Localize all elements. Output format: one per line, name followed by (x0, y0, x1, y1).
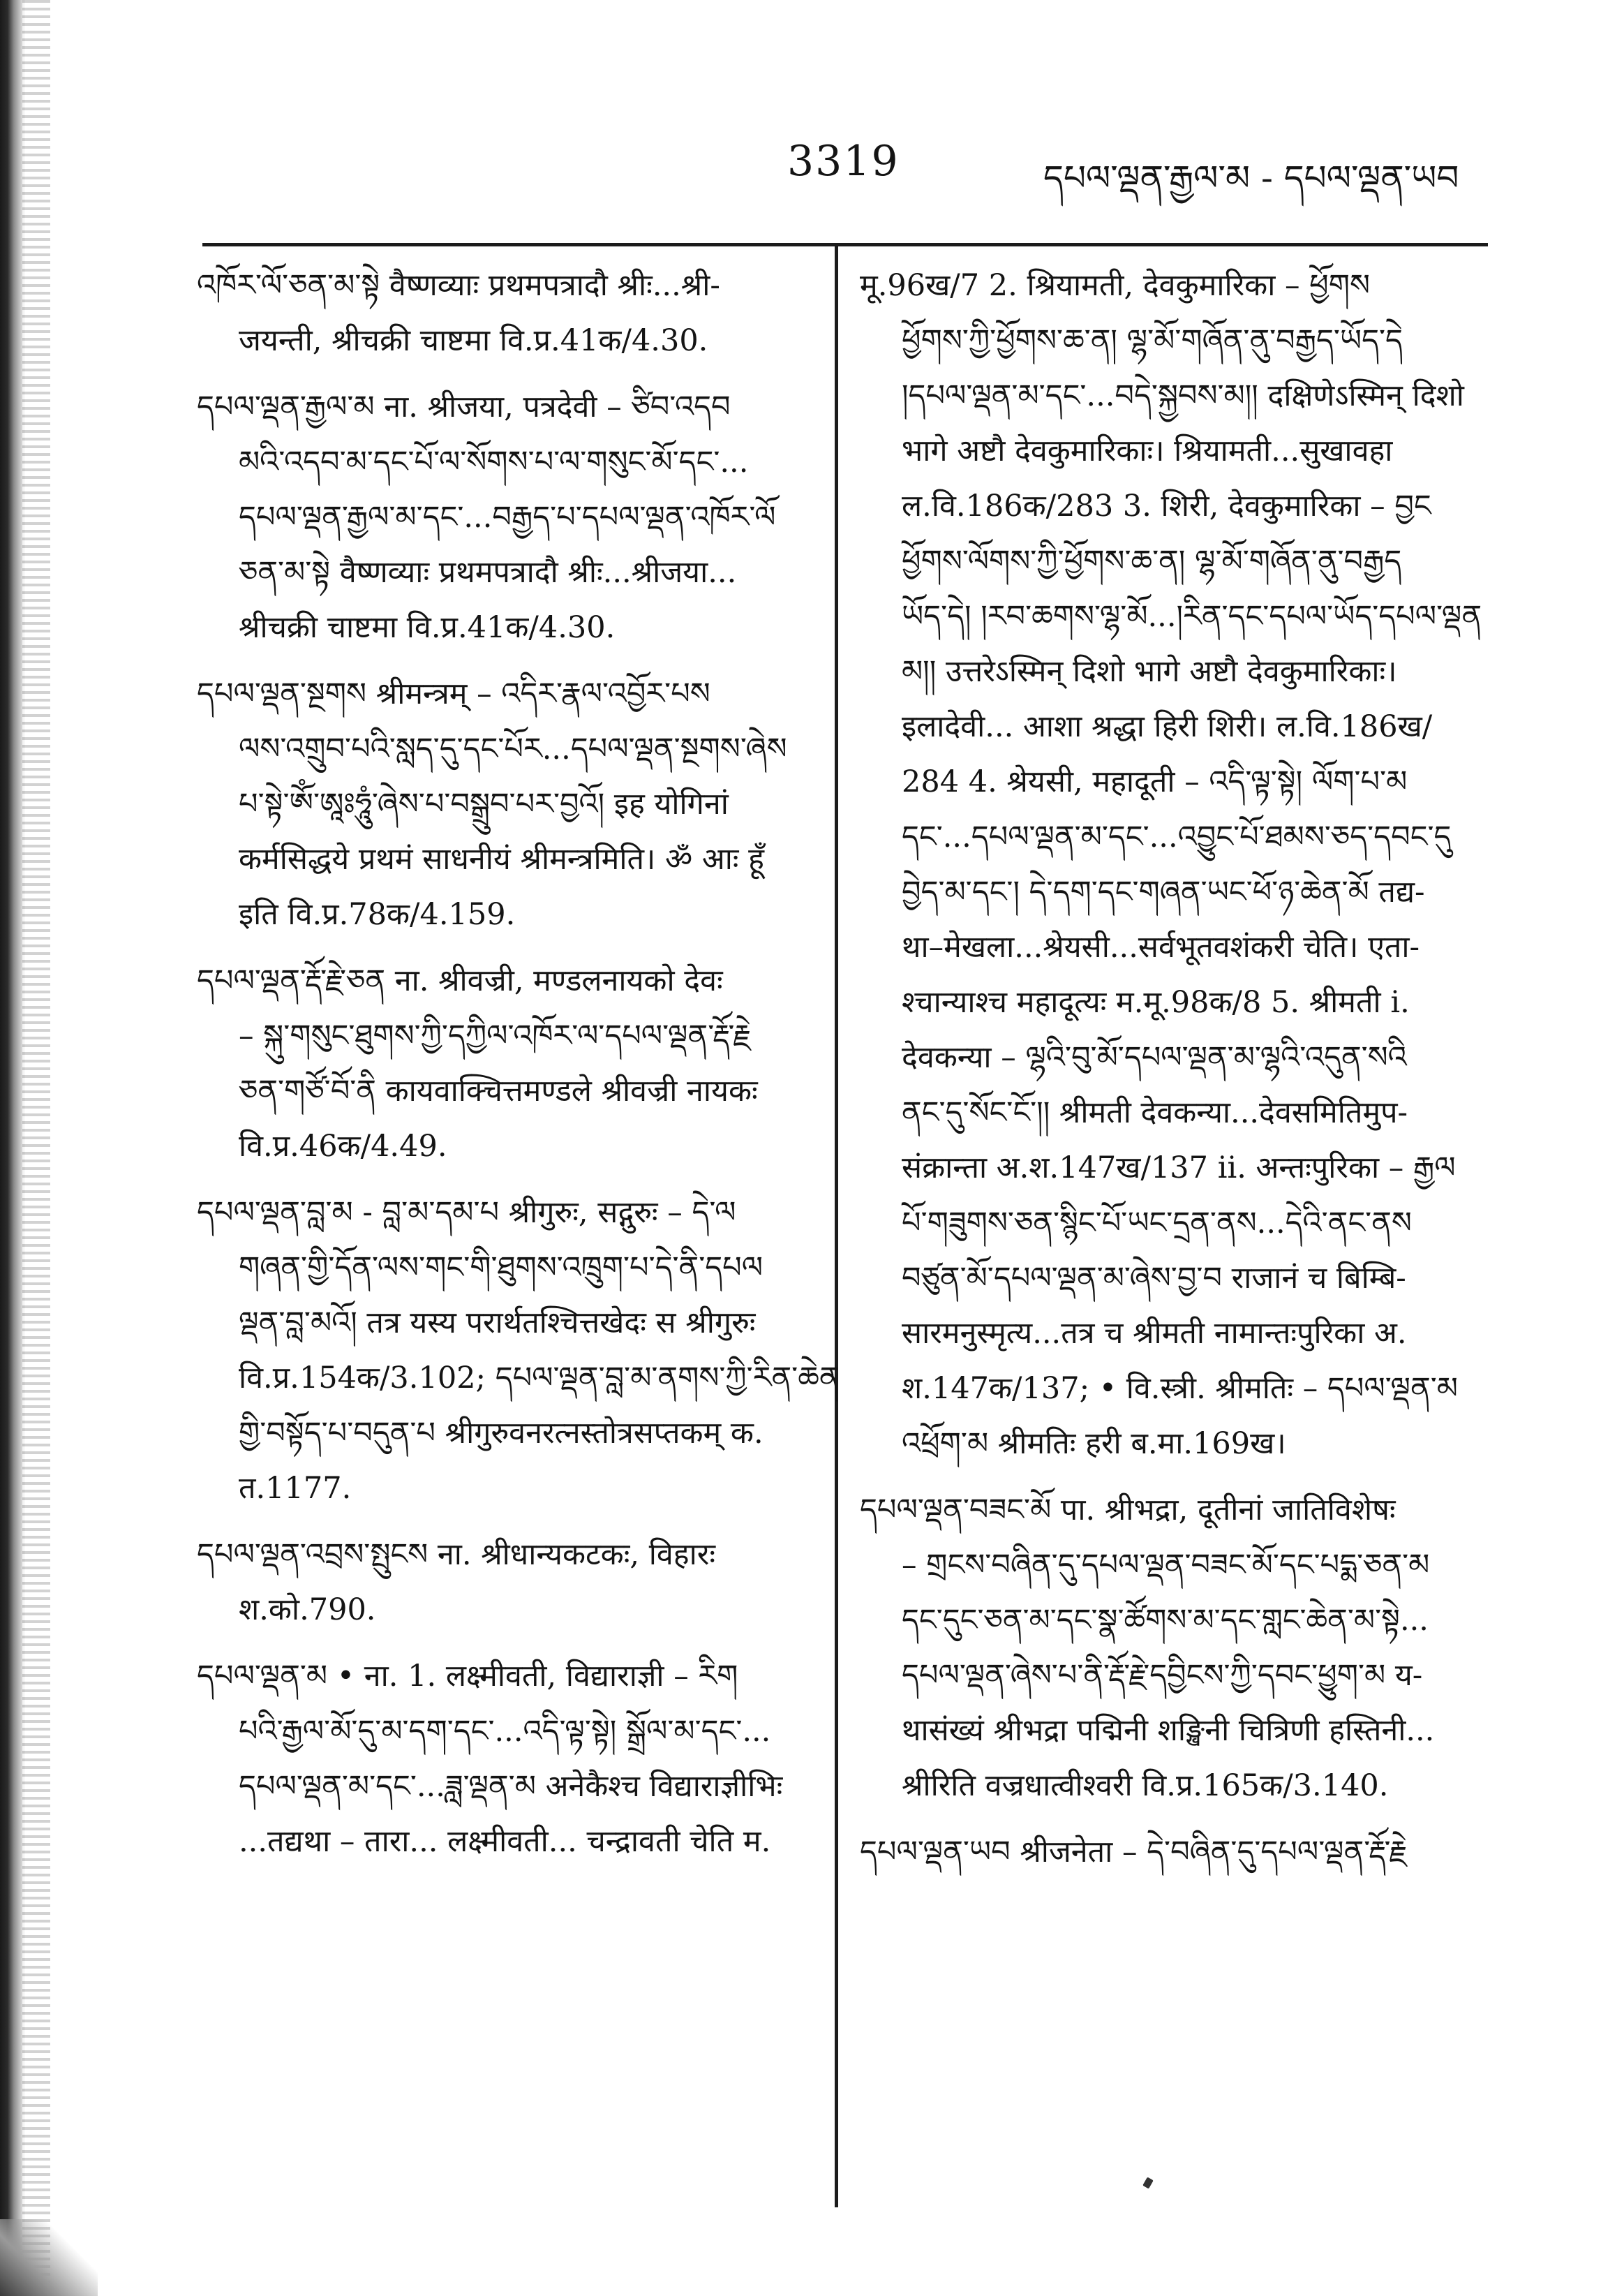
entry-line: བཙུན་མོ་དཔལ་ལྡན་མ་ཞེས་བྱ་བ राजानं च बिम्बि- (902, 1261, 1406, 1296)
entry-line: श्रीरिति वज्रधात्वीश्वरी वि.प्र.165क/3.140. (902, 1768, 1389, 1803)
entry-line: – སྐུ་གསུང་ཐུགས་ཀྱི་དཀྱིལ་འཁོར་ལ་དཔལ་ལྡན་རྡོ་རྗེ (239, 1019, 752, 1053)
entry-line: དང་...དཔལ་ལྡན་མ་དང་...འབྱུང་པོ་ཐམས་ཅད་དབང་དུ (902, 820, 1452, 854)
entry-line: श.को.790. (239, 1592, 376, 1627)
entry-line: ལྡན་བླ་མའོ། तत्र यस्य परार्थतश्चित्तखेदः स श्रीगुरुः (239, 1305, 756, 1340)
entry-line: མའི་འདབ་མ་དང་པོ་ལ་སོགས་པ་ལ་གསུང་མོ་དང་... (239, 445, 749, 480)
entry-line: त.1177. (239, 1471, 352, 1506)
entry-line: इति वि.प्र.78क/4.159. (239, 897, 516, 932)
dictionary-entry (197, 380, 811, 656)
entry-line: ཕྱོགས་ལོགས་ཀྱི་ཕྱོགས་ཆ་ན། ལྷ་མོ་གཞོན་ནུ་བརྒྱད (902, 544, 1402, 579)
scan-edge-noise (22, 0, 50, 2296)
entry-line: པའི་རྒྱལ་མོ་དུ་མ་དག་དང་...འདི་ལྟ་སྟེ། སྒྲོལ་མ་དང་... (239, 1714, 771, 1749)
page-number: 3319 (787, 137, 900, 186)
entry-line: श्रीचक्री चाष्टमा वि.प्र.41क/4.30. (239, 610, 616, 645)
entry-line: 284 4. श्रेयसी, महादूती – འདི་ལྟ་སྟེ། ལོག་པ་མ (902, 764, 1408, 799)
dictionary-entry (860, 1825, 1498, 1880)
header-rule (202, 243, 1488, 246)
entry-line: इलादेवी... आशा श्रद्धा हिरी शिरी। ल.वि.186ख/ (902, 709, 1433, 744)
entry-headword-line: དཔལ་ལྡན་རྡོ་རྗེ་ཅན ना. श्रीवज्री, मण्डलनायको देवः (197, 963, 723, 998)
entry-headword-line: དཔལ་ལྡན་མ • ना. 1. लक्ष्मीवती, विद्याराज्ञी – རིག (197, 1659, 738, 1694)
column-divider (835, 246, 838, 2207)
entry-line: ...तद्यथा – तारा... लक्ष्मीवती... चन्द्रावती चेति म. (239, 1824, 771, 1859)
entry-line: གཞན་གྱི་དོན་ལས་གང་གི་ཐུགས་འཁྲུག་པ་དེ་ནི་དཔལ (239, 1250, 763, 1285)
entry-line: वि.प्र.154क/3.102; དཔལ་ལྡན་བླ་མ་ནགས་ཀྱི་རིན་ཆེན (239, 1361, 840, 1395)
dictionary-entry (197, 954, 811, 1174)
running-head: དཔལ་ལྡན་རྒྱལ་མ - དཔལ་ལྡན་ཡབ (1043, 158, 1459, 198)
dictionary-entry (860, 1483, 1498, 1814)
entry-line: ཕྱོགས་ཀྱི་ཕྱོགས་ཆ་ན། ལྷ་མོ་གཞོན་ནུ་བརྒྱད་ཡོད་དེ (902, 323, 1403, 358)
entry-line: ཡོད་དེ། །རབ་ཆགས་ལྷ་མོ...།རིན་དང་དཔལ་ཡོད་དཔལ་ལྡན (902, 599, 1482, 634)
book-spine-shadow (0, 0, 25, 2296)
entry-line: ཅན་གཙོ་བོ་ནི कायवाक्चित्तमण्डले श्रीवज्री नायकः (239, 1074, 758, 1109)
scan-corner-shadow (0, 2219, 98, 2296)
entry-line: དཔལ་ལྡན་ཞེས་པ་ནི་རྡོ་རྗེ་དབྱིངས་ཀྱི་དབང་ཕྱུག་མ य- (902, 1658, 1423, 1693)
entry-headword-line: དཔལ་ལྡན་བླ་མ - བླ་མ་དམ་པ श्रीगुरुः, सद्गुरुः – དེ་ལ (197, 1195, 736, 1230)
right-column (860, 258, 1498, 1891)
entry-line: सारमनुस्मृत्य...तत्र च श्रीमती नामान्तःपुरिका अ. (902, 1316, 1407, 1351)
entry-line: ཅན་མ་སྟེ वैष्णव्याः प्रथमपत्रादौ श्रीः...श्रीजया... (239, 555, 737, 590)
dictionary-entry (197, 1649, 811, 1869)
entry-line: – གྲངས་བཞིན་དུ་དཔལ་ལྡན་བཟང་མོ་དང་པདྨ་ཅན་མ (902, 1548, 1430, 1583)
entry-line: श्चान्याश्च महादूत्यः म.मू.98क/8 5. श्रीमती i. (902, 985, 1410, 1020)
entry-line: कर्मसिद्धये प्रथमं साधनीयं श्रीमन्त्रमिति। ॐ आः हूँ (239, 842, 764, 877)
entry-line: भागे अष्टौ देवकुमारिकाः। श्रियामती...सुखावहा (902, 434, 1393, 468)
entry-headword-line: དཔལ་ལྡན་ཡབ श्रीजनेता – དེ་བཞིན་དུ་དཔལ་ལྡན་རྡོ་རྗེ (860, 1835, 1408, 1869)
dictionary-entry (197, 1185, 840, 1516)
entry-line: པོ་གཟུགས་ཅན་སྙིང་པོ་ཡང་དྲན་ནས...དེའི་ནང་ནས (902, 1206, 1412, 1240)
scan-speck (1142, 2177, 1154, 2188)
entry-headword-line: དཔལ་ལྡན་བཟང་མོ पा. श्रीभद्रा, दूतीनां जातिविशेषः (860, 1493, 1396, 1527)
entry-headword-line: དཔལ་ལྡན་རྒྱལ་མ ना. श्रीजया, पत्रदेवी – ཙིབ་འདབ (197, 390, 731, 424)
entry-line: ནང་དུ་སོང་ངོ་།། श्रीमती देवकन्या...देवसमितिमुप- (902, 1095, 1408, 1130)
entry-line: जयन्ती, श्रीचक्री चाष्टमा वि.प्र.41क/4.30. (239, 323, 708, 358)
entry-headword-line: དཔལ་ལྡན་འབྲས་སྤུངས ना. श्रीधान्यकटकः, विहारः (197, 1537, 716, 1572)
entry-line: ལས་འགྲུབ་པའི་སླད་དུ་དང་པོར...དཔལ་ལྡན་སྔགས་ཞེས (239, 732, 787, 766)
entry-line: थासंख्यं श्रीभद्रा पद्मिनी शङ्खिनी चित्रिणी हस्तिनी... (902, 1713, 1435, 1748)
entry-headword-line: འཁོར་ལོ་ཅན་མ་སྟེ वैष्णव्याः प्रथमपत्रादौ श्रीः...श्री- (197, 268, 720, 303)
entry-headword-line: मू.96ख/7 2. श्रियामती, देवकुमारिका – ཕྱོགས (860, 268, 1371, 303)
entry-line: དང་དུང་ཅན་མ་དང་སྣ་ཚོགས་མ་དང་གླང་ཆེན་མ་སྟེ... (902, 1603, 1429, 1638)
entry-line: མ།། उत्तरेऽस्मिन् दिशो भागे अष्टौ देवकुमारिकाः। (902, 654, 1397, 689)
entry-line: དཔལ་ལྡན་རྒྱལ་མ་དང་...བརྒྱད་པ་དཔལ་ལྡན་འཁོར་ལོ (239, 500, 776, 535)
entry-line: देवकन्या – ལྷའི་བུ་མོ་དཔལ་ལྡན་མ་ལྷའི་འདུན་སའི (902, 1040, 1407, 1075)
entry-line: །དཔལ་ལྡན་མ་དང་...བདེ་སྐྱབས་མ།། दक्षिणेऽस्मिन् दिशो (902, 378, 1464, 413)
dictionary-entry (197, 1527, 811, 1638)
entry-line: པ་སྟེ་ཨོཾ་ཨཱཿཧཱུཾ་ཞེས་པ་བསྒྲུབ་པར་བྱའོ། इह योगिनां (239, 787, 729, 822)
entry-line: དཔལ་ལྡན་མ་དང་...ཟླ་ལྡན་མ अनेकैश्च विद्याराज्ञीभिः (239, 1769, 783, 1804)
dictionary-entry (860, 258, 1498, 1472)
entry-line: གྱི་བསྟོད་པ་བདུན་པ श्रीगुरुवनरत्नस्तोत्रसप्तकम् क. (239, 1416, 763, 1451)
entry-line: བྱེད་མ་དང་། དེ་དག་དང་གཞན་ཡང་ཕོ་ཉ་ཆེན་མོ तद्य- (902, 875, 1425, 910)
entry-line: वि.प्र.46क/4.49. (239, 1129, 447, 1164)
entry-headword-line: དཔལ་ལྡན་སྔགས श्रीमन्त्रम् – འདིར་རྣལ་འབྱོར་པས (197, 676, 710, 711)
dictionary-entry (197, 258, 811, 369)
entry-line: संक्रान्ता अ.श.147ख/137 ii. अन्तःपुरिका – རྒྱལ (902, 1150, 1456, 1185)
entry-line: था–मेखला...श्रेयसी...सर्वभूतवशंकरी चेति। एता- (902, 930, 1420, 965)
entry-line: श.147क/137; • वि.स्त्री. श्रीमतिः – དཔལ་ལྡན་མ (902, 1371, 1458, 1406)
left-column (197, 258, 840, 1881)
entry-line: ल.वि.186क/283 3. शिरी, देवकुमारिका – བྱང (902, 489, 1431, 524)
dictionary-entry (197, 667, 811, 942)
entry-line: འཕྲོག་མ श्रीमतिः हरी ब.मा.169ख। (902, 1426, 1286, 1461)
